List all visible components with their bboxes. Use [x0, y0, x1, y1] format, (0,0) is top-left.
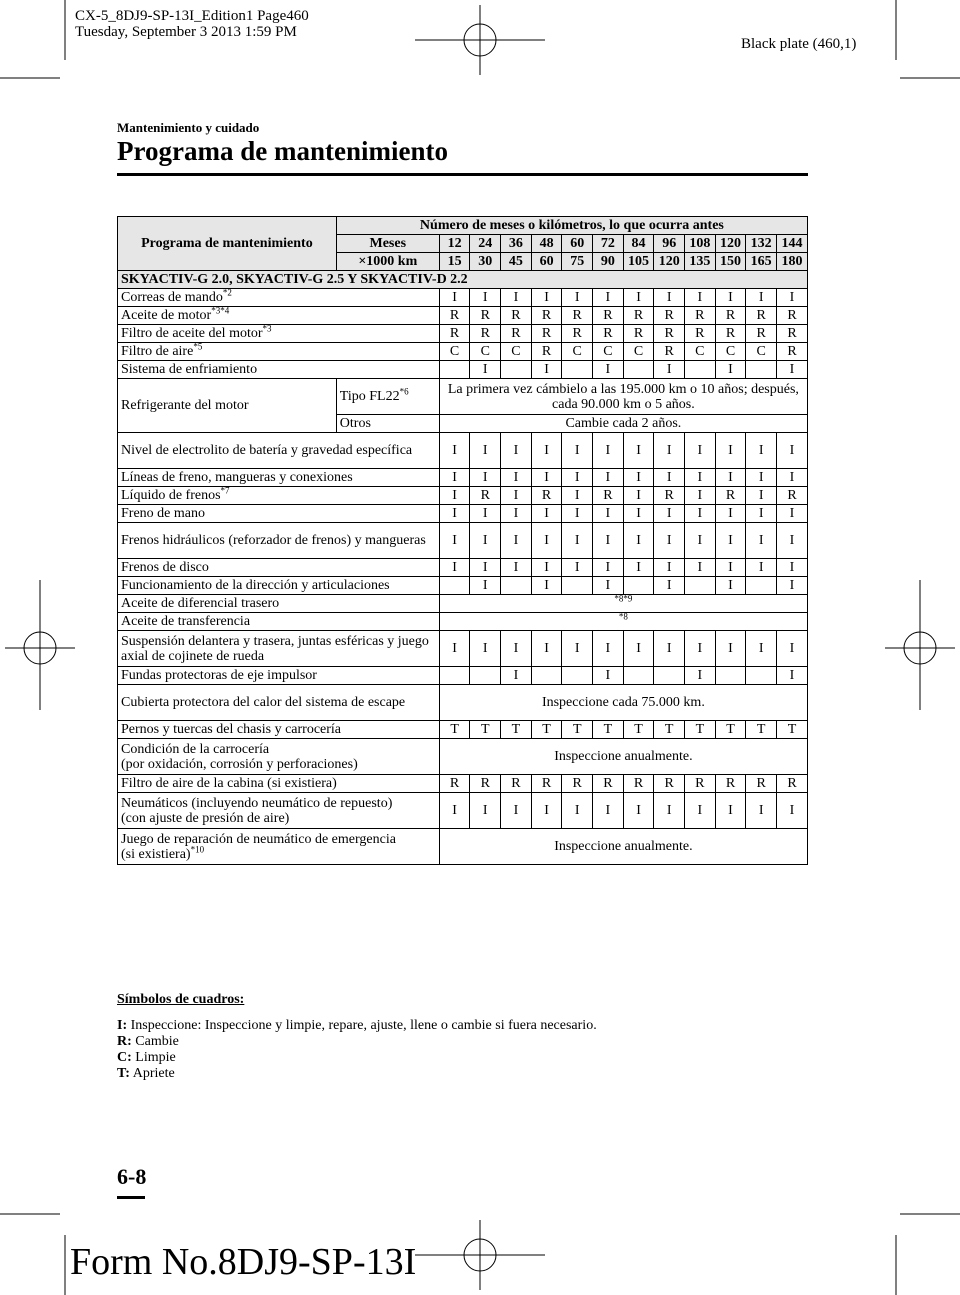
schedule-cell: R — [776, 487, 807, 505]
schedule-cell: R — [746, 775, 777, 793]
schedule-cell: C — [623, 343, 654, 361]
page-number-rule — [117, 1196, 145, 1199]
coolant-fl22-text: La primera vez cámbielo a las 195.000 km o 10 años; después, cada 90.000 km o 5 años. — [439, 379, 807, 415]
coolant-fl22-label: Tipo FL22$^{*6}$ — [336, 379, 439, 415]
schedule-cell: T — [562, 721, 593, 739]
schedule-cell: R — [501, 307, 532, 325]
schedule-cell — [623, 577, 654, 595]
schedule-cell: I — [715, 505, 746, 523]
schedule-cell: I — [746, 631, 777, 667]
schedule-cell: I — [776, 631, 807, 667]
table-row — [118, 433, 808, 469]
schedule-cell: I — [593, 577, 624, 595]
schedule-cell — [531, 667, 562, 685]
schedule-cell: R — [439, 325, 470, 343]
schedule-cell: I — [470, 631, 501, 667]
schedule-cell: I — [593, 667, 624, 685]
item-label: Suspensión delantera y trasera, juntas esféricas y juego axial de cojinete de rueda — [118, 631, 440, 667]
table-row — [118, 361, 808, 379]
item-label: Aceite de motor$^{*3*4}$ — [118, 307, 440, 325]
schedule-cell: T — [439, 721, 470, 739]
schedule-cell: R — [654, 325, 685, 343]
tires-cell: I — [654, 793, 685, 829]
schedule-cell: C — [562, 343, 593, 361]
schedule-cell: I — [685, 433, 716, 469]
tires-cell: I — [531, 793, 562, 829]
schedule-cell: R — [562, 307, 593, 325]
schedule-cell: R — [746, 325, 777, 343]
schedule-cell: I — [623, 559, 654, 577]
schedule-cell: I — [654, 523, 685, 559]
schedule-cell: I — [776, 361, 807, 379]
schedule-cell: I — [531, 523, 562, 559]
schedule-cell: I — [562, 487, 593, 505]
schedule-cell — [439, 361, 470, 379]
month-cell: 48 — [531, 235, 562, 253]
schedule-cell: I — [776, 577, 807, 595]
table-row — [118, 325, 808, 343]
schedule-cell: R — [470, 325, 501, 343]
schedule-cell: I — [470, 289, 501, 307]
table-row — [118, 667, 808, 685]
schedule-cell: I — [531, 631, 562, 667]
legend-item: R: Cambie — [117, 1034, 179, 1049]
coolant-otros-label: Otros — [336, 415, 439, 433]
schedule-cell: I — [531, 559, 562, 577]
tires-cell: I — [501, 793, 532, 829]
schedule-cell: R — [439, 307, 470, 325]
schedule-cell — [439, 577, 470, 595]
schedule-cell: I — [501, 469, 532, 487]
schedule-cell: I — [531, 469, 562, 487]
diff-oil-label: Aceite de diferencial trasero — [118, 595, 440, 613]
schedule-cell: C — [746, 343, 777, 361]
km-cell: 150 — [715, 253, 746, 271]
schedule-cell: R — [531, 307, 562, 325]
schedule-cell: I — [470, 559, 501, 577]
schedule-cell: I — [470, 523, 501, 559]
month-cell: 120 — [715, 235, 746, 253]
tires-cell: I — [746, 793, 777, 829]
schedule-cell — [562, 667, 593, 685]
schedule-cell: I — [685, 505, 716, 523]
schedule-cell: T — [470, 721, 501, 739]
month-cell: 12 — [439, 235, 470, 253]
schedule-cell: R — [531, 325, 562, 343]
schedule-cell: I — [623, 433, 654, 469]
schedule-cell: R — [531, 775, 562, 793]
item-label: Líneas de freno, mangueras y conexiones — [118, 469, 440, 487]
page-title: Programa de mantenimiento — [117, 136, 448, 166]
schedule-cell: T — [593, 721, 624, 739]
tires-cell: I — [593, 793, 624, 829]
schedule-cell: I — [715, 469, 746, 487]
schedule-cell: R — [715, 325, 746, 343]
schedule-cell: C — [685, 343, 716, 361]
schedule-cell: R — [623, 307, 654, 325]
schedule-cell: R — [685, 325, 716, 343]
schedule-cell: I — [685, 667, 716, 685]
schedule-cell: T — [715, 721, 746, 739]
schedule-cell: T — [776, 721, 807, 739]
tires-cell: I — [623, 793, 654, 829]
month-cell: 96 — [654, 235, 685, 253]
month-cell: 72 — [593, 235, 624, 253]
schedule-cell: I — [654, 289, 685, 307]
diff-oil-note: *8*9 — [439, 595, 807, 613]
schedule-cell: R — [562, 775, 593, 793]
table-row — [118, 721, 808, 739]
schedule-cell: I — [562, 559, 593, 577]
schedule-cell: T — [654, 721, 685, 739]
km-cell: 90 — [593, 253, 624, 271]
schedule-cell: I — [562, 631, 593, 667]
schedule-cell: I — [470, 577, 501, 595]
month-cell: 108 — [685, 235, 716, 253]
schedule-cell: I — [623, 505, 654, 523]
legend-item: T: Apriete — [117, 1066, 175, 1081]
schedule-cell: R — [501, 325, 532, 343]
schedule-cell: I — [746, 469, 777, 487]
schedule-cell: I — [776, 523, 807, 559]
schedule-cell: I — [776, 505, 807, 523]
schedule-cell: I — [715, 361, 746, 379]
item-label: Fundas protectoras de eje impulsor — [118, 667, 440, 685]
item-label: Funcionamiento de la dirección y articulaciones — [118, 577, 440, 595]
schedule-cell — [715, 667, 746, 685]
legend-item: C: Limpie — [117, 1050, 176, 1065]
km-cell: 180 — [776, 253, 807, 271]
schedule-cell: I — [776, 289, 807, 307]
plate-label: Black plate (460,1) — [741, 36, 857, 52]
schedule-cell: R — [562, 325, 593, 343]
body-condition-label: Condición de la carrocería (por oxidación, corrosión y perforaciones) — [118, 739, 440, 775]
tires-cell: I — [562, 793, 593, 829]
km-cell: 165 — [746, 253, 777, 271]
repair-kit-text: Inspeccione anualmente. — [439, 829, 807, 865]
schedule-cell: I — [439, 559, 470, 577]
schedule-cell: I — [562, 433, 593, 469]
schedule-cell: R — [685, 307, 716, 325]
schedule-cell: I — [715, 631, 746, 667]
schedule-cell: I — [562, 289, 593, 307]
schedule-cell: R — [746, 307, 777, 325]
schedule-cell: I — [654, 433, 685, 469]
schedule-cell: R — [501, 775, 532, 793]
schedule-cell: I — [623, 289, 654, 307]
schedule-cell: I — [746, 523, 777, 559]
schedule-cell: I — [654, 631, 685, 667]
schedule-cell: I — [531, 577, 562, 595]
schedule-cell: I — [562, 505, 593, 523]
page-number: 6-8 — [117, 1164, 147, 1189]
schedule-cell: I — [470, 433, 501, 469]
schedule-cell — [439, 667, 470, 685]
schedule-cell — [501, 577, 532, 595]
table-row — [118, 559, 808, 577]
schedule-cell: I — [685, 487, 716, 505]
table-row — [118, 343, 808, 361]
schedule-cell: I — [746, 433, 777, 469]
table-row — [118, 469, 808, 487]
table-row — [118, 523, 808, 559]
schedule-cell: I — [439, 523, 470, 559]
maintenance-table — [117, 216, 808, 865]
schedule-cell: I — [623, 469, 654, 487]
schedule-cell: R — [623, 775, 654, 793]
tires-cell: I — [776, 793, 807, 829]
coolant-otros-text: Cambie cada 2 años. — [439, 415, 807, 433]
schedule-cell: R — [470, 307, 501, 325]
months-label: Meses — [336, 235, 439, 253]
schedule-cell: C — [593, 343, 624, 361]
km-cell: 60 — [531, 253, 562, 271]
item-label: Pernos y tuercas del chasis y carrocería — [118, 721, 440, 739]
print-date-line: Tuesday, September 3 2013 1:59 PM — [75, 24, 297, 40]
title-rule — [117, 173, 808, 176]
repair-kit-label: Juego de reparación de neumático de emergencia (si existiera)$^{*10}$ — [118, 829, 440, 865]
schedule-cell: I — [654, 505, 685, 523]
schedule-cell: I — [776, 433, 807, 469]
engine-section-row: SKYACTIV-G 2.0, SKYACTIV-G 2.5 Y SKYACTIV-D 2.2 — [118, 271, 808, 289]
schedule-cell: I — [593, 559, 624, 577]
schedule-cell: I — [715, 577, 746, 595]
schedule-cell: I — [531, 361, 562, 379]
schedule-cell — [685, 577, 716, 595]
schedule-cell: I — [593, 433, 624, 469]
schedule-cell: I — [531, 289, 562, 307]
schedule-cell: I — [654, 469, 685, 487]
schedule-cell: I — [623, 487, 654, 505]
schedule-cell: C — [470, 343, 501, 361]
schedule-cell: I — [593, 361, 624, 379]
item-label: Filtro de aire de la cabina (si existiera) — [118, 775, 440, 793]
item-label: Filtro de aceite del motor$^{*3}$ — [118, 325, 440, 343]
schedule-cell: R — [439, 775, 470, 793]
km-cell: 30 — [470, 253, 501, 271]
schedule-cell: I — [715, 433, 746, 469]
schedule-cell: I — [685, 289, 716, 307]
schedule-cell: R — [715, 775, 746, 793]
tires-label: Neumáticos (incluyendo neumático de repuesto) (con ajuste de presión de aire) — [118, 793, 440, 829]
tires-cell: I — [715, 793, 746, 829]
schedule-cell: I — [439, 487, 470, 505]
item-label: Nivel de electrolito de batería y gravedad específica — [118, 433, 440, 469]
schedule-cell: R — [531, 487, 562, 505]
schedule-cell: I — [501, 523, 532, 559]
schedule-cell: R — [776, 325, 807, 343]
schedule-cell: I — [470, 469, 501, 487]
schedule-cell: I — [501, 289, 532, 307]
schedule-cell: I — [501, 559, 532, 577]
schedule-cell: I — [593, 289, 624, 307]
km-cell: 135 — [685, 253, 716, 271]
schedule-cell: R — [470, 775, 501, 793]
schedule-cell: I — [593, 523, 624, 559]
item-label: Frenos hidráulicos (reforzador de frenos) y mangueras — [118, 523, 440, 559]
schedule-cell: I — [531, 505, 562, 523]
interval-header: Número de meses o kilómetros, lo que ocurra antes — [336, 217, 807, 235]
schedule-cell — [746, 577, 777, 595]
table-row — [118, 487, 808, 505]
schedule-cell: I — [715, 523, 746, 559]
month-cell: 36 — [501, 235, 532, 253]
km-cell: 75 — [562, 253, 593, 271]
transfer-oil-label: Aceite de transferencia — [118, 613, 440, 631]
item-label: Líquido de frenos$^{*7}$ — [118, 487, 440, 505]
table-row — [118, 289, 808, 307]
schedule-cell — [623, 361, 654, 379]
schedule-cell: C — [715, 343, 746, 361]
schedule-cell: T — [746, 721, 777, 739]
km-label: ×1000 km — [336, 253, 439, 271]
schedule-cell: I — [715, 289, 746, 307]
schedule-cell — [501, 361, 532, 379]
schedule-cell: I — [654, 559, 685, 577]
schedule-cell: I — [501, 433, 532, 469]
schedule-cell: R — [654, 307, 685, 325]
schedule-cell: I — [654, 361, 685, 379]
km-cell: 105 — [623, 253, 654, 271]
schedule-cell: I — [685, 631, 716, 667]
schedule-cell: C — [439, 343, 470, 361]
item-label: Freno de mano — [118, 505, 440, 523]
month-cell: 132 — [746, 235, 777, 253]
schedule-cell: I — [470, 505, 501, 523]
schedule-cell: R — [685, 775, 716, 793]
tires-cell: I — [470, 793, 501, 829]
month-cell: 24 — [470, 235, 501, 253]
schedule-cell: R — [654, 343, 685, 361]
col-header-program: Programa de mantenimiento — [118, 217, 337, 271]
exhaust-label: Cubierta protectora del calor del sistema de escape — [118, 685, 440, 721]
schedule-cell: R — [593, 325, 624, 343]
print-file-line: CX-5_8DJ9-SP-13I_Edition1 Page460 — [75, 8, 309, 24]
table-row — [118, 307, 808, 325]
schedule-cell: I — [654, 577, 685, 595]
schedule-cell: R — [531, 343, 562, 361]
schedule-cell: I — [531, 433, 562, 469]
legend — [117, 992, 817, 1082]
schedule-cell: I — [776, 559, 807, 577]
schedule-cell: I — [593, 631, 624, 667]
km-cell: 120 — [654, 253, 685, 271]
transfer-oil-note: *8 — [439, 613, 807, 631]
schedule-cell: T — [623, 721, 654, 739]
schedule-cell: R — [776, 343, 807, 361]
schedule-cell: I — [439, 289, 470, 307]
body-condition-text: Inspeccione anualmente. — [439, 739, 807, 775]
schedule-cell — [562, 361, 593, 379]
table-row — [118, 577, 808, 595]
table-row — [118, 631, 808, 667]
schedule-cell — [562, 577, 593, 595]
schedule-cell: I — [685, 523, 716, 559]
item-label: Filtro de aire$^{*5}$ — [118, 343, 440, 361]
schedule-cell: R — [623, 325, 654, 343]
schedule-cell: I — [746, 289, 777, 307]
schedule-cell: I — [439, 505, 470, 523]
schedule-cell — [746, 667, 777, 685]
exhaust-text: Inspeccione cada 75.000 km. — [439, 685, 807, 721]
schedule-cell: I — [501, 487, 532, 505]
item-label: Correas de mando$^{*2}$ — [118, 289, 440, 307]
schedule-cell: I — [593, 505, 624, 523]
schedule-cell: I — [746, 487, 777, 505]
schedule-cell: I — [439, 631, 470, 667]
month-cell: 84 — [623, 235, 654, 253]
legend-item: I: Inspeccione: Inspeccione y limpie, repare, ajuste, llene o cambie si fuera necesario. — [117, 1018, 597, 1033]
schedule-cell: I — [685, 559, 716, 577]
schedule-cell: R — [593, 487, 624, 505]
schedule-cell: I — [623, 523, 654, 559]
schedule-cell: I — [746, 559, 777, 577]
schedule-cell: I — [470, 361, 501, 379]
schedule-cell: I — [715, 559, 746, 577]
month-cell: 60 — [562, 235, 593, 253]
km-cell: 15 — [439, 253, 470, 271]
legend-title: Símbolos de cuadros: — [117, 992, 245, 1007]
section-label: Mantenimiento y cuidado — [117, 120, 260, 135]
schedule-cell: I — [593, 469, 624, 487]
table-row — [118, 775, 808, 793]
schedule-cell: I — [623, 631, 654, 667]
schedule-cell: R — [654, 775, 685, 793]
schedule-cell: I — [501, 631, 532, 667]
item-label: Sistema de enfriamiento — [118, 361, 440, 379]
schedule-cell: I — [746, 505, 777, 523]
schedule-cell: I — [776, 667, 807, 685]
schedule-cell: C — [501, 343, 532, 361]
schedule-cell: R — [776, 775, 807, 793]
month-cell: 144 — [776, 235, 807, 253]
table-row — [118, 505, 808, 523]
schedule-cell: I — [439, 433, 470, 469]
item-label: Frenos de disco — [118, 559, 440, 577]
form-number: Form No.8DJ9-SP-13I — [70, 1241, 417, 1283]
schedule-cell: I — [501, 505, 532, 523]
schedule-cell: R — [593, 307, 624, 325]
schedule-cell: R — [776, 307, 807, 325]
schedule-cell — [623, 667, 654, 685]
schedule-cell — [470, 667, 501, 685]
schedule-cell: T — [531, 721, 562, 739]
schedule-cell — [685, 361, 716, 379]
coolant-label: Refrigerante del motor — [118, 379, 337, 433]
schedule-cell: R — [715, 487, 746, 505]
km-cell: 45 — [501, 253, 532, 271]
schedule-cell: R — [715, 307, 746, 325]
schedule-cell — [746, 361, 777, 379]
schedule-cell — [654, 667, 685, 685]
tires-cell: I — [439, 793, 470, 829]
tires-cell: I — [685, 793, 716, 829]
schedule-cell: I — [439, 469, 470, 487]
schedule-cell: I — [776, 469, 807, 487]
schedule-cell: I — [562, 469, 593, 487]
schedule-cell: I — [562, 523, 593, 559]
schedule-cell: I — [685, 469, 716, 487]
schedule-cell: T — [501, 721, 532, 739]
schedule-cell: T — [685, 721, 716, 739]
schedule-cell: I — [501, 667, 532, 685]
schedule-cell: R — [654, 487, 685, 505]
schedule-cell: R — [593, 775, 624, 793]
schedule-cell: R — [470, 487, 501, 505]
